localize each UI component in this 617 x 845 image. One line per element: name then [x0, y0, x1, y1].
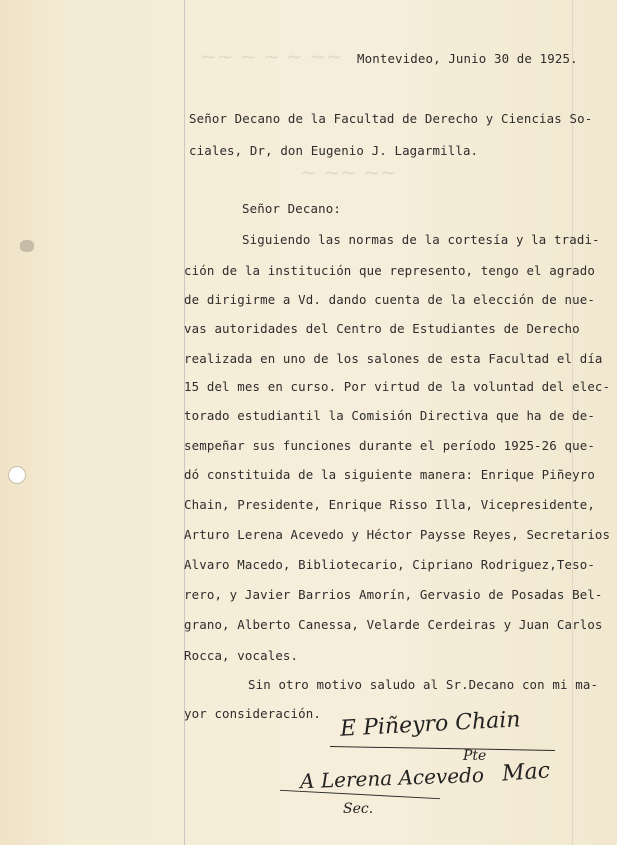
body-line: dó constituida de la siguiente manera: Enrique Piñeyro	[184, 467, 595, 482]
punch-hole	[8, 466, 26, 484]
body-line: 15 del mes en curso. Por virtud de la voluntad del elec-	[184, 379, 611, 394]
address-line: Señor Decano de la Facultad de Derecho y Ciencias So-	[189, 111, 593, 126]
salutation: Señor Decano:	[242, 201, 341, 216]
address-line: ciales, Dr, don Eugenio J. Lagarmilla.	[189, 143, 479, 158]
body-line: rero, y Javier Barrios Amorín, Gervasio de Posadas Bel-	[184, 587, 603, 602]
body-line: vas autoridades del Centro de Estudiantes de Derecho	[184, 321, 580, 336]
signature-underline	[280, 790, 440, 799]
bleed-through-mark: ~ ~~ ~~	[300, 160, 397, 184]
third-signature: Mac	[501, 758, 551, 787]
signature-underline	[330, 746, 555, 751]
closing-line: yor consideración.	[184, 706, 321, 721]
body-line: Rocca, vocales.	[184, 648, 299, 663]
body-line: ción de la institución que represento, tengo el agrado	[184, 263, 595, 278]
body-line: Arturo Lerena Acevedo y Héctor Paysse Reyes, Secretarios	[184, 527, 611, 542]
bleed-through-mark: ~~ ~ ~ ~ ~~	[200, 44, 343, 68]
president-signature: E Piñeyro Chain	[339, 707, 522, 742]
body-line: realizada en uno de los salones de esta Facultad el día	[184, 351, 603, 366]
body-line: torado estudiantil la Comisión Directiva que ha de de-	[184, 408, 595, 423]
body-line: grano, Alberto Canessa, Velarde Cerdeiras y Juan Carlos	[184, 617, 603, 632]
secretary-signature: A Lerena Acevedo	[299, 762, 485, 794]
body-line: Alvaro Macedo, Bibliotecario, Cipriano Rodriguez,Teso-	[184, 557, 595, 572]
body-line: sempeñar sus funciones durante el período 1925-26 que-	[184, 438, 595, 453]
closing-line: Sin otro motivo saludo al Sr.Decano con mi ma-	[248, 677, 599, 692]
president-title: Pte	[463, 748, 487, 764]
body-line: Siguiendo las normas de la cortesía y la tradi-	[242, 232, 600, 247]
secretary-title: Sec.	[343, 801, 374, 817]
body-line: Chain, Presidente, Enrique Risso Illa, Vicepresidente,	[184, 497, 595, 512]
body-line: de dirigirme a Vd. dando cuenta de la elección de nue-	[184, 292, 595, 307]
paper-stain	[20, 240, 34, 252]
dateline: Montevideo, Junio 30 de 1925.	[357, 51, 578, 66]
